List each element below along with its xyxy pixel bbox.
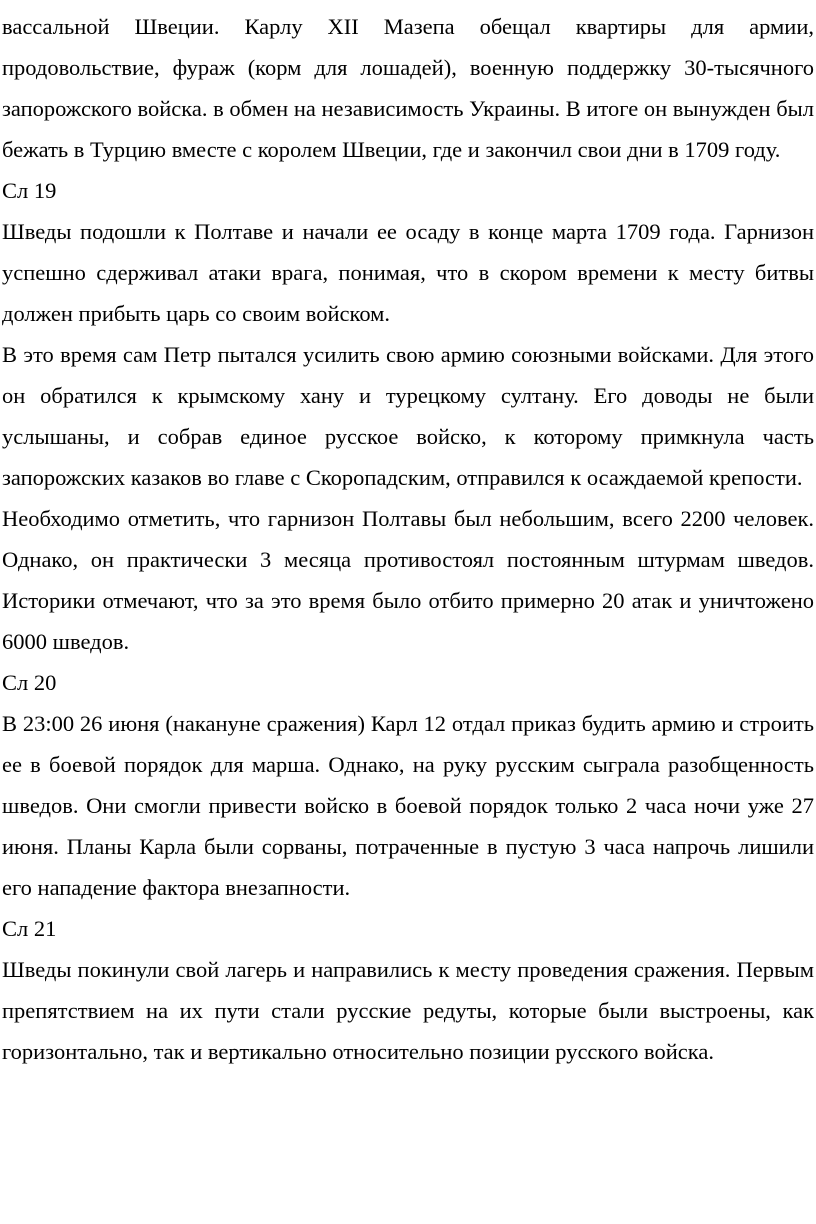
paragraph-charles-order: В 23:00 26 июня (накануне сражения) Карл 12 отдал приказ будить армию и строить ее в боевой порядок для марша. Однако, на руку русским сыграла разобщенность шведов. Они смогли привести войско в боевой порядок только 2 часа ночи уже 27 июня. Планы Карла были сорваны, потраченные в пустую 3 часа напрочь лишили его нападение фактора внезапности. xyxy=(2,711,814,900)
slide-label-21: Сл 21 xyxy=(2,916,57,941)
document-text xyxy=(2,6,814,1072)
paragraph-peter-allies: В это время сам Петр пытался усилить свою армию союзными войсками. Для этого он обратился к крымскому хану и турецкому султану. Его доводы не были услышаны, и собрав единое русское войско, к которому примкнула часть запорожских казаков во главе с Скоропадским, отправился к осаждаемой крепости. xyxy=(2,342,814,490)
slide-label-19: Сл 19 xyxy=(2,178,57,203)
paragraph-mazepa: вассальной Швеции. Карлу XII Мазепа обещал квартиры для армии, продовольствие, фураж (корм для лошадей), военную поддержку 30-тысячного запорожского войска. в обмен на независимость Украины. В итоге он вынужден был бежать в Турцию вместе с королем Швеции, где и закончил свои дни в 1709 году. xyxy=(2,14,814,162)
paragraph-siege: Шведы подошли к Полтаве и начали ее осаду в конце марта 1709 года. Гарнизон успешно сдерживал атаки врага, понимая, что в скором времени к месту битвы должен прибыть царь со своим войском. xyxy=(2,219,814,326)
paragraph-garrison: Необходимо отметить, что гарнизон Полтавы был небольшим, всего 2200 человек. Однако, он практически 3 месяца противостоял постоянным штурмам шведов. Историки отмечают, что за это время было отбито примерно 20 атак и уничтожено 6000 шведов. xyxy=(2,506,814,654)
slide-label-20: Сл 20 xyxy=(2,670,57,695)
paragraph-redoubts: Шведы покинули свой лагерь и направились к месту проведения сражения. Первым препятствием на их пути стали русские редуты, которые были выстроены, как горизонтально, так и вертикально относительно позиции русского войска. xyxy=(2,957,814,1064)
